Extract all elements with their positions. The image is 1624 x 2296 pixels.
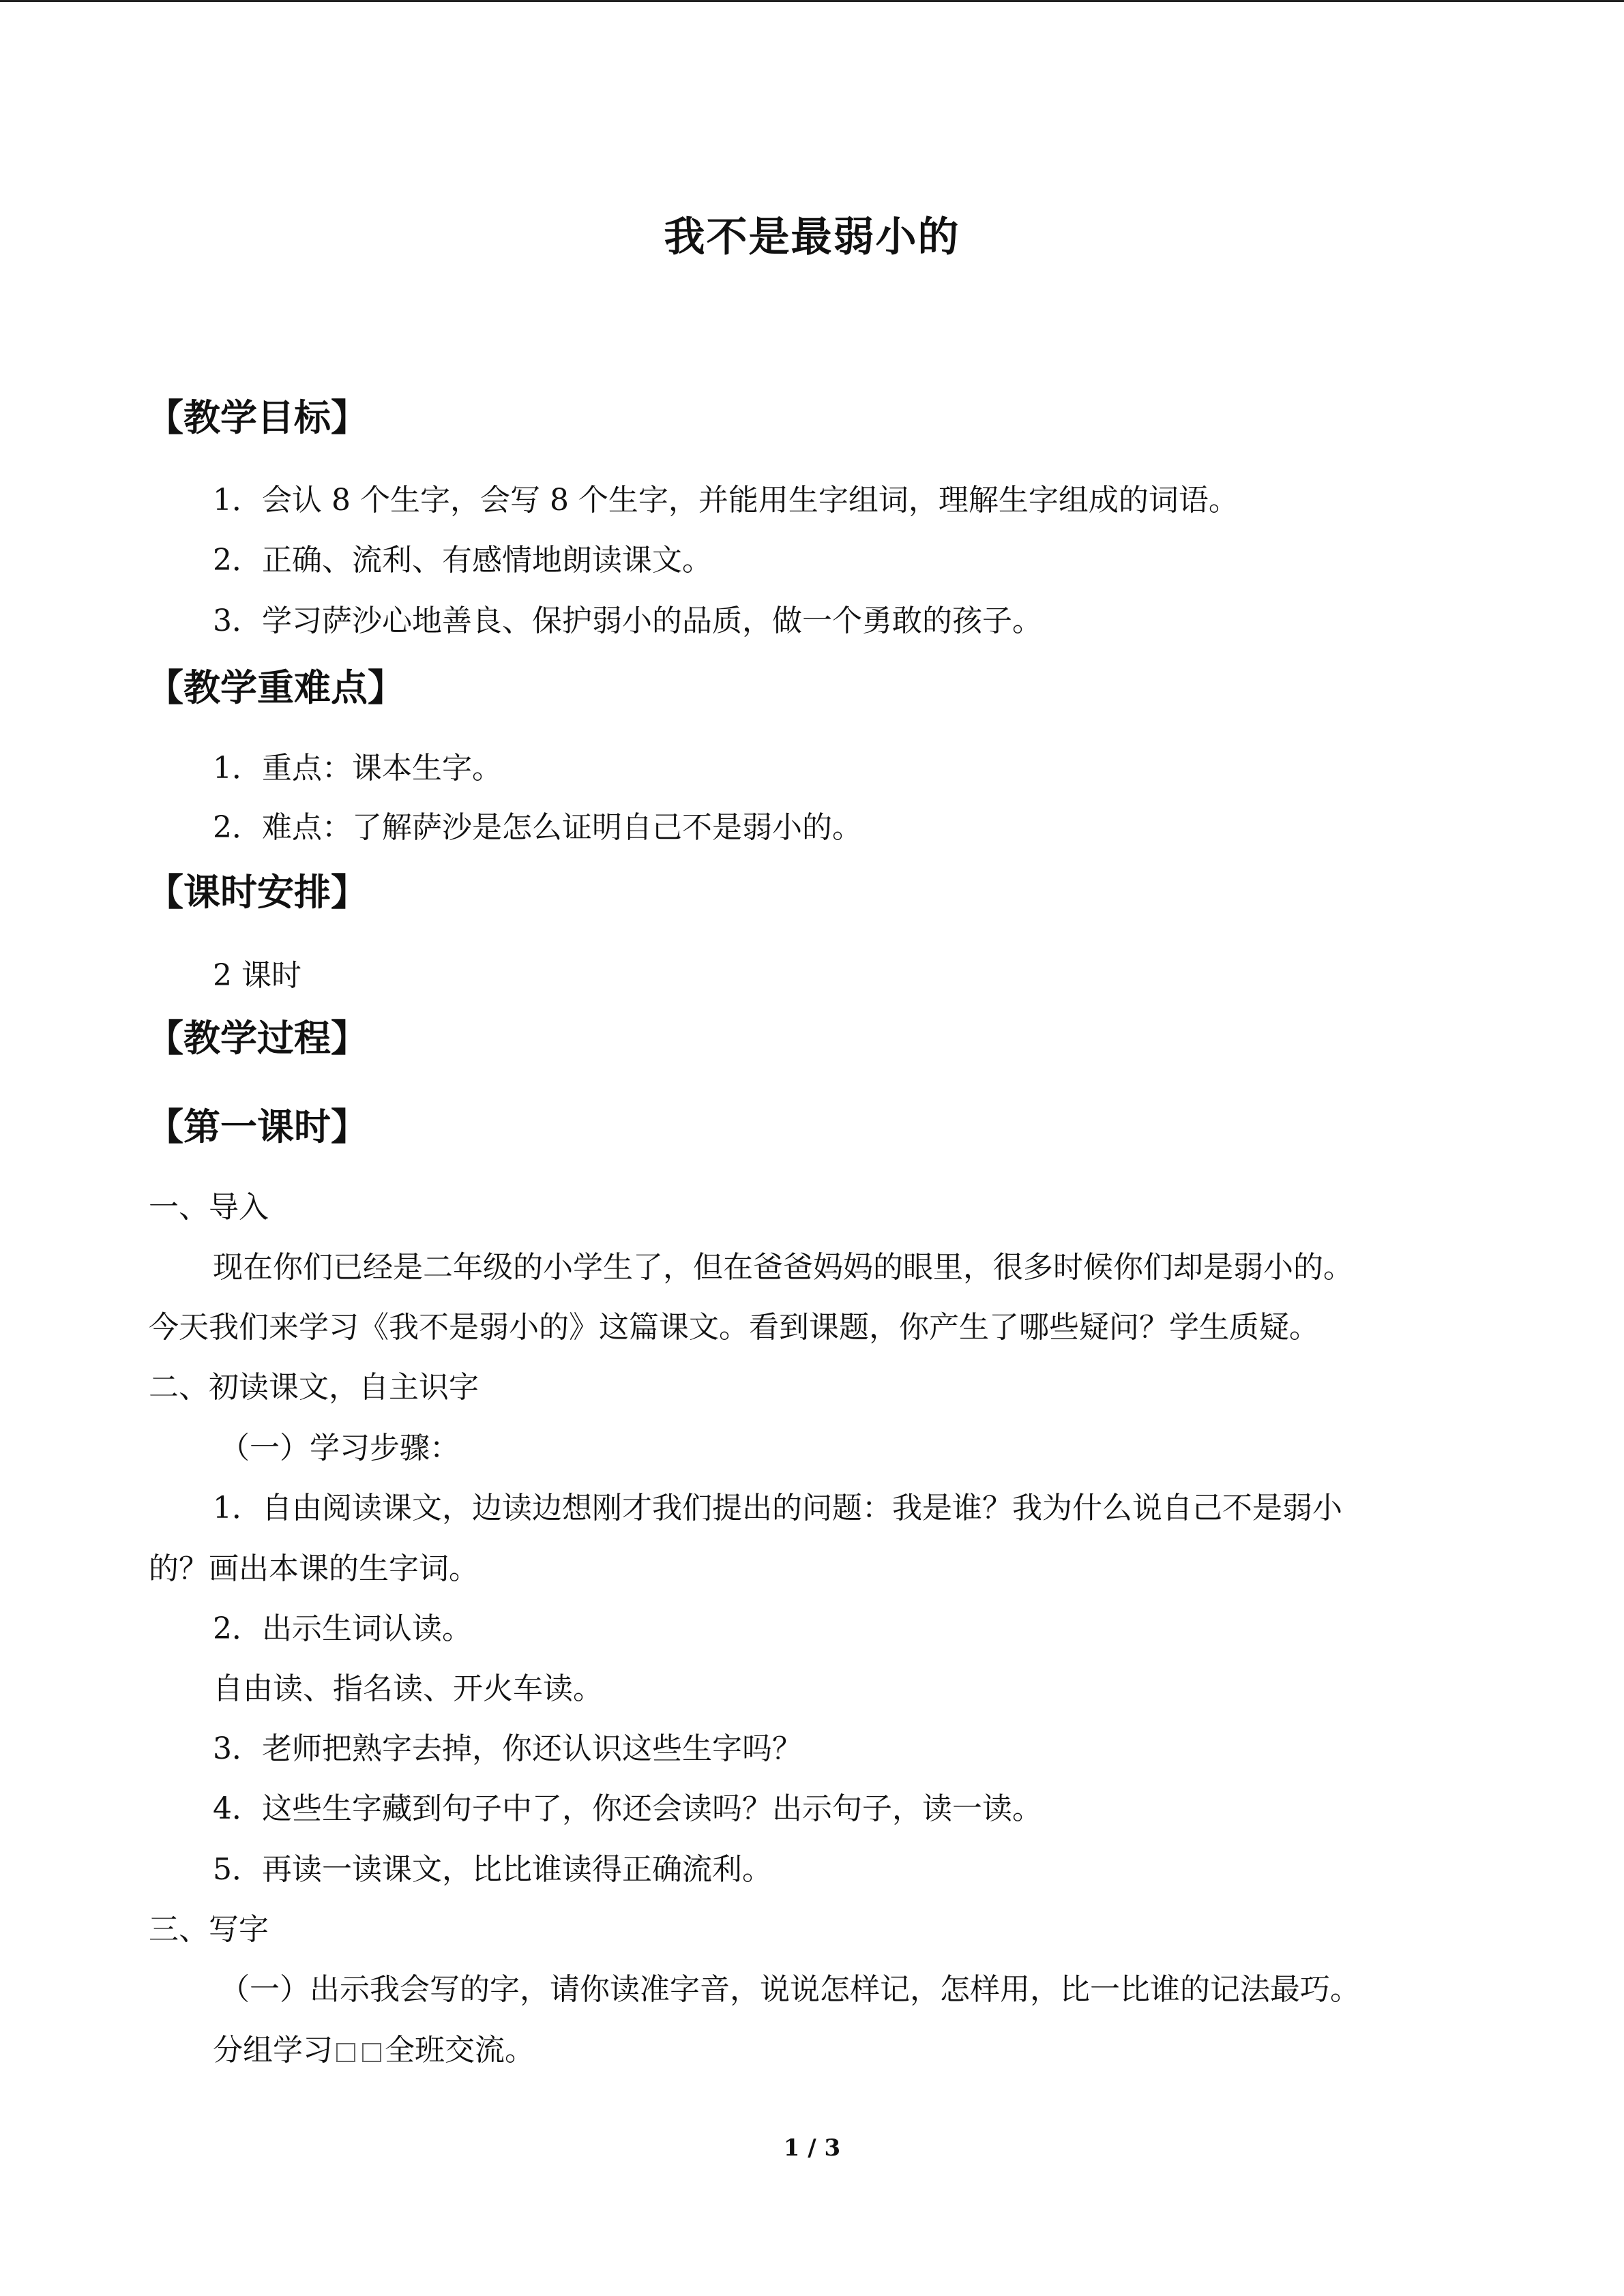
intro-heading: 一、导入 [149, 1190, 269, 1225]
writing-paragraph-1: （一）出示我会写的字，请你读准字音，说说怎样记，怎样用，比一比谁的记法最巧。 [220, 1972, 1360, 2007]
lesson1-heading: 【第一课时】 [147, 1105, 368, 1148]
missing-glyph-boxes [333, 2033, 385, 2068]
reading-heading: 二、初读课文，自主识字 [149, 1370, 479, 1405]
page-number: 1 / 3 [783, 2134, 841, 2162]
writing-heading: 三、写字 [149, 1912, 269, 1947]
intro-paragraph-line-1: 现在你们已经是二年级的小学生了，但在爸爸妈妈的眼里，很多时候你们却是弱小的。 [213, 1250, 1353, 1285]
process-heading: 【教学过程】 [147, 1017, 368, 1060]
schedule-text: 2 课时 [213, 958, 301, 993]
step-1-line-1: 1．自由阅读课文，边读边想刚才我们提出的问题：我是谁？我为什么说自己不是弱小 [213, 1491, 1342, 1525]
key-points-heading: 【教学重难点】 [147, 666, 404, 709]
writing-paragraph-2-end: 全班交流。 [385, 2033, 535, 2068]
objective-3: 3．学习萨沙心地善良、保护弱小的品质，做一个勇敢的孩子。 [213, 603, 1042, 638]
step-1-line-2: 的？画出本课的生字词。 [149, 1551, 479, 1586]
objectives-heading: 【教学目标】 [147, 396, 368, 439]
missing-glyph-box-icon [336, 2043, 355, 2062]
step-4: 4．这些生字藏到句子中了，你还会读吗？出示句子，读一读。 [213, 1791, 1042, 1826]
key-point-1: 1．重点：课本生字。 [213, 751, 502, 786]
step-2-note: 自由读、指名读、开火车读。 [213, 1671, 603, 1706]
missing-glyph-box-icon [362, 2043, 381, 2062]
step-5: 5．再读一读课文，比比谁读得正确流利。 [213, 1852, 772, 1887]
writing-paragraph-2 [213, 2025, 535, 2069]
intro-paragraph-line-2: 今天我们来学习《我不是弱小的》这篇课文。看到课题，你产生了哪些疑问？学生质疑。 [149, 1310, 1319, 1345]
page-title: 我不是最弱小的 [664, 213, 960, 261]
writing-paragraph-2-start: 分组学习 [213, 2033, 333, 2068]
objective-2: 2．正确、流利、有感情地朗读课文。 [213, 543, 712, 578]
schedule-heading: 【课时安排】 [147, 871, 368, 914]
steps-heading: （一）学习步骤： [220, 1431, 460, 1465]
key-point-2: 2．难点：了解萨沙是怎么证明自己不是弱小的。 [213, 810, 862, 845]
step-2: 2．出示生词认读。 [213, 1611, 472, 1646]
objective-1: 1．会认 8 个生字，会写 8 个生字，并能用生字组词，理解生字组成的词语。 [213, 483, 1239, 518]
step-3: 3．老师把熟字去掉，你还认识这些生字吗？ [213, 1731, 802, 1766]
